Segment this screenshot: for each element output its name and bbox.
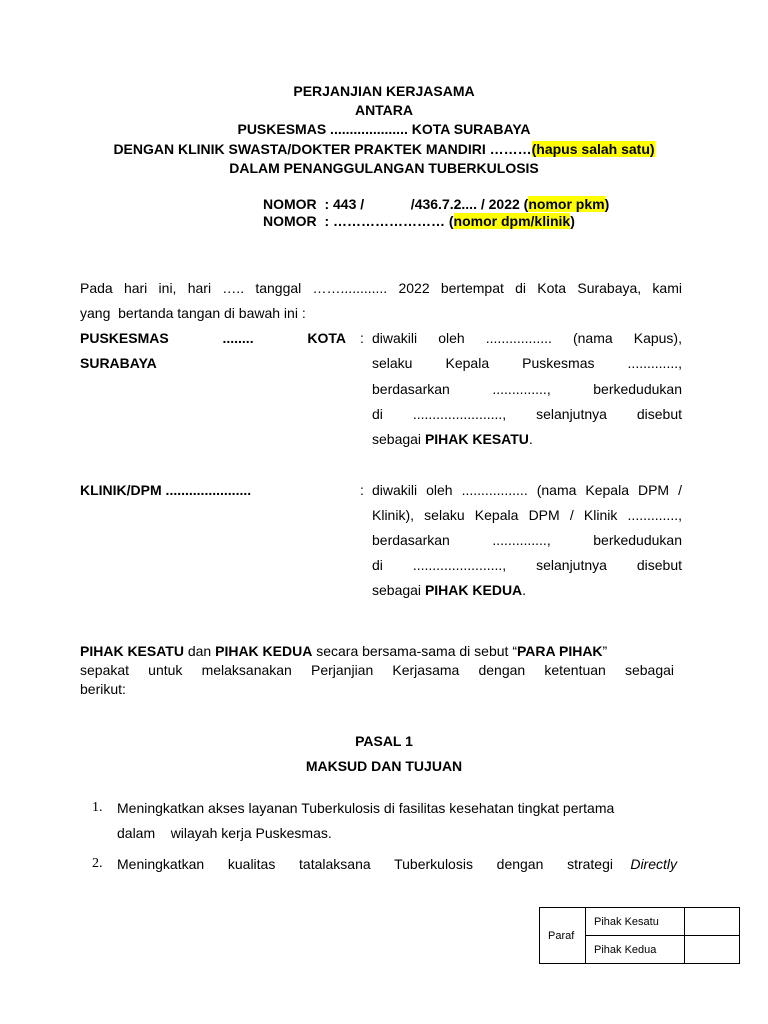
agreement-pihak-kedua: PIHAK KEDUA [215,643,313,659]
nomor-2-suffix: ) [570,213,575,229]
nomor-1-suffix: ) [604,196,610,212]
agreement-end: ” [602,643,608,659]
list-item-2-italic: Directly [630,856,677,872]
agreement-pihak-kesatu: PIHAK KESATU [80,643,184,659]
list-item-2-number: 2. [92,856,103,871]
list-item-1-line-1: Meningkatkan akses layanan Tuberkulosis di fasilitas kesehatan tingkat pertama [117,800,615,816]
list-item-1-number: 1. [92,800,103,815]
list-item-1-line-2: dalam wilayah kerja Puskesmas. [117,825,332,841]
delete-one-note: (hapus salah satu) [531,141,655,157]
party2-desc-line-2: Klinik), selaku Kepala DPM / Klinik ............., [372,507,682,523]
pihak-kesatu-label: PIHAK KESATU [424,431,529,447]
paraf-pihak-kesatu: Pihak Kesatu [586,908,685,936]
title-line-4 [0,141,768,157]
party1-name-line-2: SURABAYA [80,355,157,371]
party1-desc-line-2: selaku Kepala Puskesmas ............., [372,355,682,371]
nomor-1-prefix: NOMOR : 443 / /436.7.2.... / 2022 ( [263,196,529,212]
party2-desc-line-3: berdasarkan .............., berkedudukan [372,532,682,548]
party1-sebagai: sebagai [372,431,425,447]
agreement-mid: secara bersama-sama di sebut “ [312,643,517,659]
party2-colon: : [360,482,364,498]
title-line-2: ANTARA [354,102,414,118]
paraf-pihak-kedua: Pihak Kedua [586,936,685,964]
party1-desc-line-5 [372,431,533,447]
agreement-dan: dan [183,643,216,659]
intro-line-2: yang bertanda tangan di bawah ini : [80,305,306,321]
party1-period: . [528,431,533,447]
paraf-table [539,907,740,964]
party1-desc-line-4: di ......................., selanjutnya disebut [372,406,682,422]
party2-desc-line-4: di ......................., selanjutnya disebut [372,557,682,573]
paraf-label: Paraf [540,908,586,964]
intro-line-1: Pada hari ini, hari ….. tanggal ……............ 2022 bertempat di Kota Surabaya, kami [80,280,682,296]
title-line-4-main: DENGAN KLINIK SWASTA/DOKTER PRAKTEK MANDIRI ……… [113,141,532,157]
paraf-pihak-kesatu-sign [685,908,740,936]
party1-name-line-1: PUSKESMAS ........ KOTA [80,330,346,346]
paraf-pihak-kedua-sign [685,936,740,964]
party1-colon: : [360,330,364,346]
party2-name: KLINIK/DPM ...................... [80,482,252,498]
list-item-2-text: Meningkatkan kualitas tatalaksana Tuberkulosis dengan strategi [117,856,613,872]
nomor-line-2 [263,213,575,229]
party1-desc-line-3: berdasarkan .............., berkedudukan [372,381,682,397]
nomor-2-note: nomor dpm/klinik [453,213,571,229]
party2-period: . [522,582,527,598]
nomor-2-prefix: NOMOR : …………………… ( [263,213,454,229]
title-line-1: PERJANJIAN KERJASAMA [293,83,475,99]
nomor-line-1 [263,196,609,212]
title-line-3: PUSKESMAS .................... KOTA SURABAYA [237,121,531,137]
nomor-1-note: nomor pkm [528,196,605,212]
pasal-title: PASAL 1 [355,733,413,749]
party1-desc-line-1: diwakili oleh ................. (nama Kapus), [372,330,682,346]
title-line-5: DALAM PENANGGULANGAN TUBERKULOSIS [229,160,539,176]
party2-desc-line-5 [372,582,526,598]
party2-desc-line-1: diwakili oleh ................. (nama Kepala DPM / [372,482,682,498]
agreement-line-1 [80,643,607,659]
agreement-para-pihak: PARA PIHAK [516,643,603,659]
agreement-line-3: berikut: [80,681,126,697]
agreement-line-2: sepakat untuk melaksanakan Perjanjian Kerjasama dengan ketentuan sebagai [80,662,674,678]
list-item-2-line-1 [117,856,677,872]
pihak-kedua-label: PIHAK KEDUA [424,582,523,598]
pasal-subtitle: MAKSUD DAN TUJUAN [305,758,463,774]
party2-sebagai: sebagai [372,582,425,598]
